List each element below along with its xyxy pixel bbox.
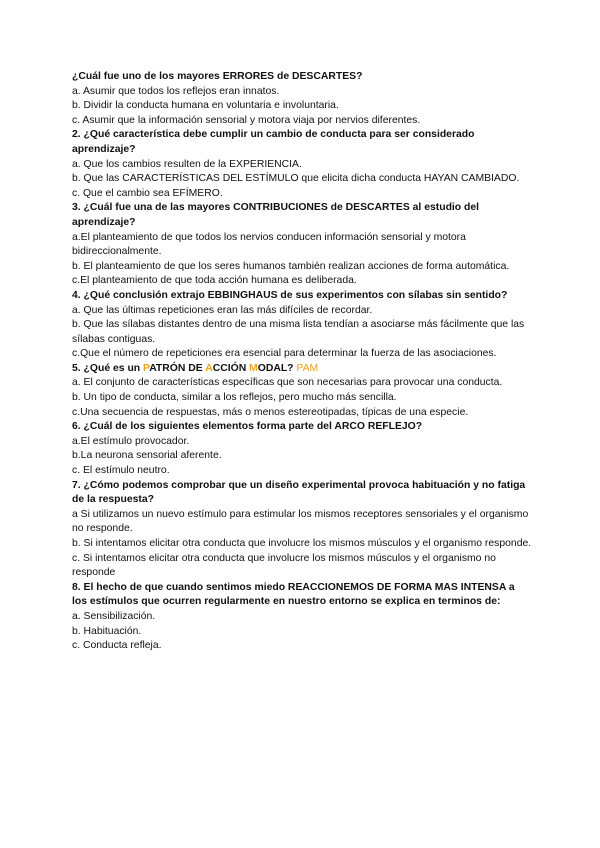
question-1: ¿Cuál fue uno de los mayores ERRORES de DESCARTES? (72, 71, 363, 82)
option-1c: c. Asumir que la información sensorial y motora viaja por nervios diferentes. (72, 114, 421, 126)
option-4a: a. Que las últimas repeticiones eran las más difíciles de recordar. (72, 304, 373, 316)
option-1a: a. Asumir que todos los reflejos eran innatos. (72, 85, 280, 97)
question-5-text-2: ATRÓN DE (149, 362, 206, 374)
question-7: 7. ¿Cómo podemos comprobar que un diseño experimental provoca habituación y no fatiga de la respuesta? (72, 479, 526, 506)
quiz-content (72, 70, 532, 654)
option-2a: a. Que los cambios resulten de la EXPERIENCIA. (72, 158, 302, 170)
question-4: 4. ¿Qué conclusión extrajo EBBINGHAUS de sus experimentos con sílabas sin sentido? (72, 289, 508, 301)
option-8a: a. Sensibilización. (72, 610, 156, 622)
question-5-text-3: CCIÓN (212, 362, 250, 374)
option-7c: c. Si intentamos elicitar otra conducta que involucre los mismos músculos y el organismo no responde (72, 552, 496, 579)
option-6a: a.El estímulo provocador. (72, 435, 190, 447)
question-5-letter-m: M (249, 362, 258, 374)
option-5b: b. Un tipo de conducta, similar a los reflejos, pero mucho más sencilla. (72, 392, 397, 404)
option-7a: a Si utilizamos un nuevo estímulo para estimular los mismos receptores sensoriales y el organismo no responde. (72, 508, 529, 535)
option-7b: b. Si intentamos elicitar otra conducta que involucre los mismos músculos y el organismo responde. (72, 538, 532, 549)
option-5c: c.Una secuencia de respuestas, más o menos estereotipadas, típicas de una especie. (72, 406, 469, 418)
question-5-text-1: 5. ¿Qué es un (72, 362, 144, 374)
question-3: 3. ¿Cuál fue una de las mayores CONTRIBUCIONES de DESCARTES al estudio del aprendizaje? (72, 202, 480, 228)
option-4b: b. Que las sílabas distantes dentro de una misma lista tendían a asociarse más fácilmente que las sílabas contiguas. (72, 319, 525, 345)
option-1b: b. Dividir la conducta humana en voluntaria e involuntaria. (72, 100, 339, 112)
option-3b: b. El planteamiento de que los seres humanos también realizan acciones de forma automática. (72, 260, 510, 272)
question-5-letter-a: A (205, 362, 213, 374)
question-8: 8. El hecho de que cuando sentimos miedo REACCIONEMOS DE FORMA MAS INTENSA a los estímulos que ocurren regularmente en nuestro entorno se explica en terminos de: (72, 581, 515, 608)
question-5-text-4: ODAL? (257, 362, 297, 374)
option-4c: c.Que el número de repeticiones era esencial para determinar la fuerza de las asociaciones. (72, 348, 497, 360)
option-6b: b.La neurona sensorial aferente. (72, 450, 222, 462)
question-5-acronym: PAM (296, 362, 319, 374)
option-5a: a. El conjunto de características específicas que son necesarias para provocar una conducta. (72, 377, 503, 389)
option-8b: b. Habituación. (72, 625, 142, 637)
option-2b: b. Que las CARACTERÍSTICAS DEL ESTÍMULO que elicita dicha conducta HAYAN CAMBIADO. (72, 173, 520, 185)
question-5-letter-p: P (143, 362, 150, 374)
question-6: 6. ¿Cuál de los siguientes elementos forma parte del ARCO REFLEJO? (72, 421, 423, 433)
option-6c: c. El estímulo neutro. (72, 465, 170, 477)
option-3a: a.El planteamiento de que todos los nervios conducen información sensorial y motora bidireccionalmente. (72, 231, 466, 258)
option-8c: c. Conducta refleja. (72, 640, 162, 652)
question-5 (72, 362, 532, 377)
option-3c: c.El planteamiento de que toda acción humana es deliberada. (72, 275, 357, 287)
question-2: 2. ¿Qué característica debe cumplir un cambio de conducta para ser considerado aprendizaje? (72, 129, 475, 155)
option-2c: c. Que el cambio sea EFÍMERO. (72, 187, 223, 199)
